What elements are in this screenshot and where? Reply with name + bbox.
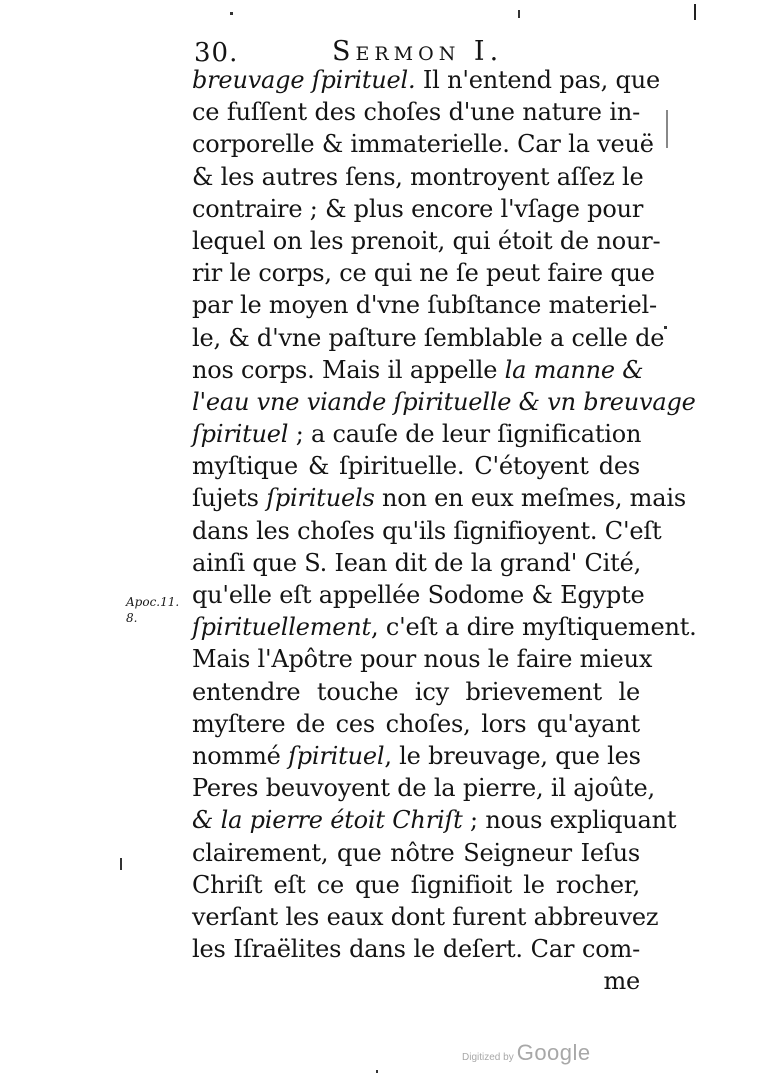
margin-note (126, 594, 179, 626)
text-segment: verſant les eaux dont furent abbreuvez (192, 902, 659, 931)
page-number: 30. (194, 38, 239, 68)
text-segment: clairement, que nôtre Seigneur Ieſus (192, 838, 640, 867)
text-line (192, 547, 640, 579)
text-segment: par le moyen d'vne ſubſtance materiel- (192, 291, 657, 320)
digitized-by-watermark (462, 1040, 591, 1066)
running-head: Sermon I. (332, 36, 504, 67)
text-line (192, 708, 640, 740)
text-line (192, 740, 640, 772)
text-segment: ſujets (192, 484, 267, 513)
text-segment: qu'elle eſt appellée Sodome & Egypte (192, 581, 645, 609)
text-line (192, 418, 640, 450)
margin-note-reference: Apoc.11. (126, 595, 180, 609)
text-line (192, 289, 657, 321)
text-line (192, 515, 662, 547)
text-segment: nos corps. Mais il appelle (192, 355, 505, 384)
italic-segment: la manne & (504, 355, 644, 384)
text-line (192, 676, 640, 708)
text-line (192, 837, 640, 869)
text-line (192, 965, 640, 997)
italic-segment: l'eau vne viande ſpirituelle & vn breuvage (192, 387, 696, 416)
text-segment: ; a cauſe de leur ſignification (288, 420, 642, 449)
text-segment: , c'eſt a dire myſtiquement. (371, 613, 697, 642)
text-segment: me (603, 967, 640, 996)
text-line (192, 64, 660, 96)
text-line (192, 322, 665, 354)
text-line (192, 161, 644, 193)
text-segment: & les autres ſens, montroyent aſſez le (192, 162, 644, 191)
text-segment: ainſi que S. Iean dit de la grand' Cité, (192, 548, 642, 577)
page-edge-mark (694, 4, 696, 20)
text-line (192, 901, 659, 933)
text-segment: myſtique & ſpirituelle. C'étoyent des (192, 452, 640, 481)
text-segment: , le breuvage, que les (384, 741, 641, 770)
text-line (192, 643, 653, 675)
italic-segment: ſpirituel (192, 420, 289, 449)
text-segment: entendre touche icy brievement le (192, 677, 640, 706)
text-line (192, 225, 661, 257)
text-line (192, 933, 640, 965)
italic-segment: ſpirituel (288, 741, 385, 770)
text-segment: Peres beuvoyent de la pierre, il ajoûte, (192, 774, 655, 803)
text-segment: dans les choſes qu'ils ſignifioyent. C'eſt (192, 516, 662, 545)
text-line (192, 579, 645, 611)
text-segment: myſtere de ces choſes, lors qu'ayant (192, 709, 640, 738)
text-segment: lequel on les prenoit, qui étoit de nour- (192, 226, 661, 255)
italic-segment: ſpirituellement (192, 613, 371, 642)
text-line (192, 354, 644, 386)
text-line (192, 96, 640, 128)
text-segment: le, & d'vne paſture ſemblable a celle de (192, 323, 665, 352)
italic-segment: & la pierre étoit Chriſt (192, 806, 463, 835)
text-line (192, 804, 677, 836)
text-segment: non en eux meſmes, mais (374, 484, 686, 513)
text-line (192, 772, 655, 804)
italic-segment: breuvage ſpirituel. (192, 66, 416, 94)
text-line (192, 128, 654, 160)
text-segment: Il n'entend pas, que (415, 66, 660, 94)
text-line (192, 386, 696, 418)
text-line (192, 257, 655, 289)
margin-note-verse: 8. (126, 611, 138, 625)
text-line (192, 869, 640, 901)
text-line (192, 193, 644, 225)
text-segment: corporelle & immaterielle. Car la veuë (192, 130, 654, 159)
watermark-brand: Google (516, 1040, 591, 1065)
text-segment: Chriſt eſt ce que ſignifioit le rocher, (192, 870, 640, 899)
text-segment: contraire ; & plus encore l'vſage pour (192, 194, 644, 223)
text-segment: Mais l'Apôtre pour nous le faire mieux (192, 645, 653, 674)
text-segment: nommé (192, 741, 289, 770)
text-segment: ce fuſſent des choſes d'une nature in- (192, 98, 640, 127)
page-edge-mark (666, 110, 668, 148)
italic-segment: ſpirituels (266, 484, 375, 513)
text-segment: ; nous expliquant (462, 806, 677, 835)
watermark-prefix: Digitized by (462, 1052, 514, 1063)
text-segment: rir le corps, ce qui ne ſe peut faire que (192, 259, 655, 288)
text-line (192, 482, 686, 514)
text-line (192, 450, 640, 482)
body-text (192, 64, 697, 997)
text-line (192, 611, 697, 643)
text-segment: les Iſraëlites dans le deſert. Car com- (192, 935, 640, 964)
